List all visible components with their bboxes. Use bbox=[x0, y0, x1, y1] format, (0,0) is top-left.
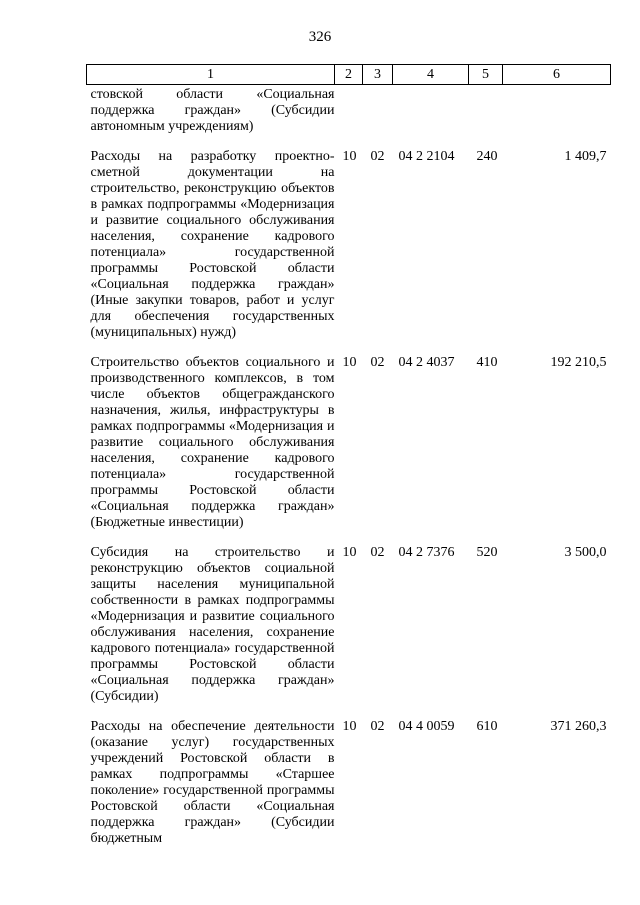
row-subsection bbox=[363, 85, 393, 150]
row-section: 10 bbox=[342, 719, 357, 734]
row-expense-type: 610 bbox=[476, 719, 498, 734]
header-col-6: 6 bbox=[503, 65, 611, 85]
row-section: 10 bbox=[342, 149, 357, 164]
row-amount: 1 409,7 bbox=[564, 149, 607, 164]
row-description: Субсидия на строительство и реконструкцию объектов социальной защиты населения муниципальной собственности в рамках подпрограммы «Модернизация и развитие социального обслуживания населения, сохранение кадрового потенциала» государственной программы Ростовской области «Социальная поддержка граждан» (Субсидии) bbox=[90, 545, 335, 704]
row-description: Расходы на разработку проектно-сметной документации на строительство, реконструкцию объектов в рамках подпрограммы «Модернизация и развитие социального обслуживания населения, сохранение кадрового потенциала» государственной программы Ростовской области «Социальная поддержка граждан» (Иные закупки товаров, работ и услуг для обеспечения государственных (муниципальных) нужд) bbox=[90, 149, 335, 340]
header-col-4: 4 bbox=[393, 65, 469, 85]
table-header-row bbox=[87, 65, 611, 85]
budget-table bbox=[86, 64, 611, 847]
row-subsection: 02 bbox=[370, 149, 385, 164]
table-row bbox=[87, 355, 611, 545]
table-row bbox=[87, 719, 611, 847]
row-amount: 3 500,0 bbox=[564, 545, 607, 560]
table-row bbox=[87, 545, 611, 719]
row-target-article: 04 2 7376 bbox=[398, 545, 455, 560]
row-description: Строительство объектов социального и производственного комплексов, в том числе объектов общегражданского назначения, жилья, инфраструктуры в рамках подпрограммы «Модернизация и развитие социального обслуживания населения, сохранение кадрового потенциала» государственной программы Ростовской области «Социальная поддержка граждан» (Бюджетные инвестиции) bbox=[90, 355, 335, 530]
row-description: Расходы на обеспечение деятельности (оказание услуг) государственных учреждений Ростовской области в рамках подпрограммы «Старшее поколение» государственной программы Ростовской области «Социальная поддержка граждан» (Субсидии бюджетным bbox=[90, 719, 335, 846]
row-subsection: 02 bbox=[370, 355, 385, 370]
row-subsection: 02 bbox=[370, 545, 385, 560]
row-section: 10 bbox=[342, 545, 357, 560]
row-amount bbox=[503, 85, 611, 150]
header-col-3: 3 bbox=[363, 65, 393, 85]
table-row bbox=[87, 149, 611, 355]
header-col-2: 2 bbox=[335, 65, 363, 85]
row-target-article bbox=[393, 85, 469, 150]
header-col-1: 1 bbox=[87, 65, 335, 85]
row-description: стовской области «Социальная поддержка граждан» (Субсидии автономным учреждениям) bbox=[90, 87, 335, 134]
row-amount: 192 210,5 bbox=[550, 355, 607, 370]
row-target-article: 04 2 2104 bbox=[398, 149, 455, 164]
row-expense-type: 520 bbox=[476, 545, 498, 560]
row-target-article: 04 2 4037 bbox=[398, 355, 455, 370]
table-row bbox=[87, 85, 611, 150]
row-subsection: 02 bbox=[370, 719, 385, 734]
row-target-article: 04 4 0059 bbox=[398, 719, 455, 734]
page-number: 326 bbox=[308, 29, 332, 45]
row-section: 10 bbox=[342, 355, 357, 370]
row-expense-type bbox=[469, 85, 503, 150]
row-expense-type: 240 bbox=[476, 149, 498, 164]
row-section bbox=[335, 85, 363, 150]
row-amount: 371 260,3 bbox=[550, 719, 607, 734]
header-col-5: 5 bbox=[469, 65, 503, 85]
row-expense-type: 410 bbox=[476, 355, 498, 370]
